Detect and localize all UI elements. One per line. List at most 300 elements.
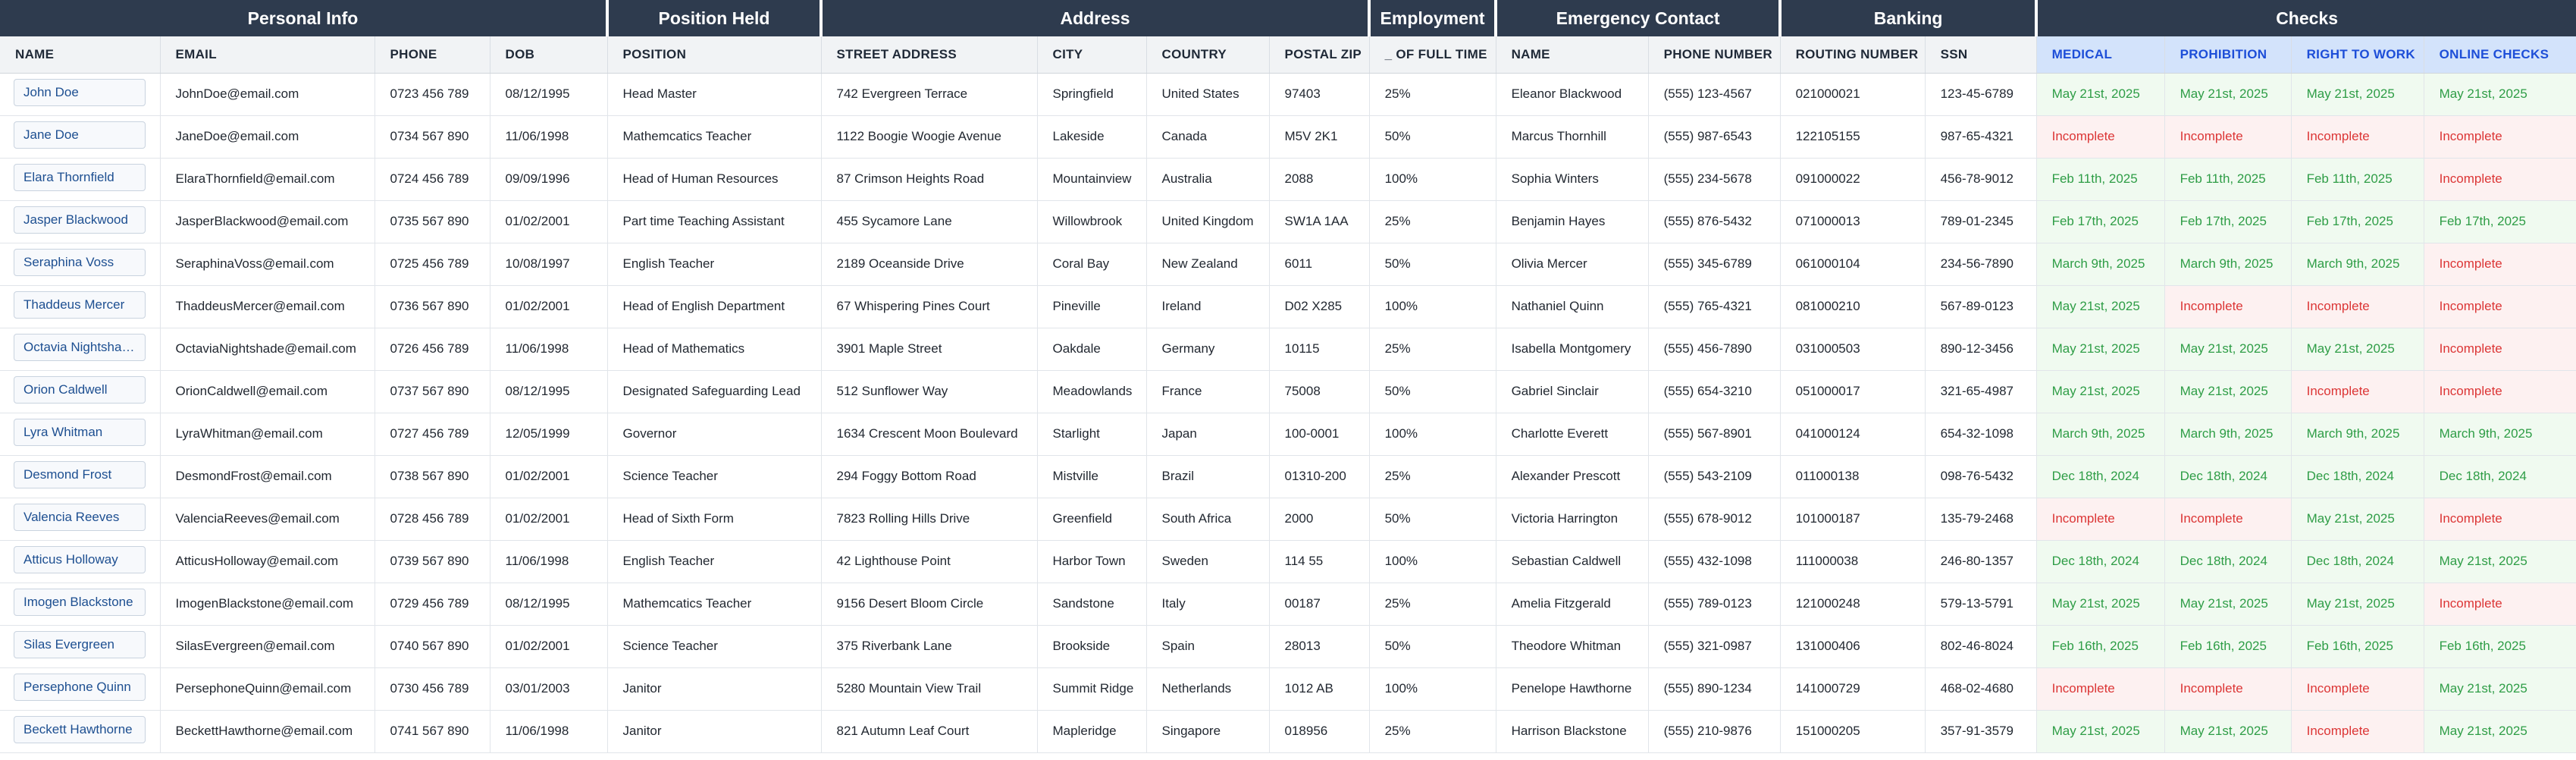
cell-contact-phone: (555) 765-4321: [1648, 285, 1780, 328]
cell-full-time: 100%: [1369, 158, 1496, 200]
cell-position: Governor: [607, 413, 821, 455]
cell-phone: 0738 567 890: [374, 455, 490, 498]
cell-medical: May 21st, 2025: [2036, 583, 2164, 625]
cell-routing-number: 071000013: [1780, 200, 1925, 243]
col-header-street-address[interactable]: STREET ADDRESS: [821, 36, 1037, 73]
cell-name: [0, 73, 160, 115]
cell-phone: 0735 567 890: [374, 200, 490, 243]
cell-ssn: 802-46-8024: [1925, 625, 2036, 667]
employee-name-tag[interactable]: Orion Caldwell: [14, 376, 146, 404]
cell-medical: May 21st, 2025: [2036, 710, 2164, 752]
cell-medical: Feb 17th, 2025: [2036, 200, 2164, 243]
employee-name-tag[interactable]: Atticus Holloway: [14, 546, 146, 573]
cell-routing-number: 061000104: [1780, 243, 1925, 285]
cell-prohibition: Incomplete: [2164, 285, 2291, 328]
group-address: Address: [821, 0, 1369, 36]
cell-position: Mathemcatics Teacher: [607, 583, 821, 625]
cell-country: South Africa: [1146, 498, 1269, 540]
column-header-row: [0, 36, 2576, 73]
cell-full-time: 50%: [1369, 115, 1496, 158]
cell-country: Spain: [1146, 625, 1269, 667]
cell-ssn: 234-56-7890: [1925, 243, 2036, 285]
cell-street: 512 Sunflower Way: [821, 370, 1037, 413]
cell-dob: 11/06/1998: [490, 115, 607, 158]
table-row[interactable]: [0, 455, 2576, 498]
cell-phone: 0730 456 789: [374, 667, 490, 710]
cell-zip: 75008: [1269, 370, 1369, 413]
cell-online-checks: May 21st, 2025: [2424, 667, 2576, 710]
cell-contact-phone: (555) 345-6789: [1648, 243, 1780, 285]
cell-contact-phone: (555) 789-0123: [1648, 583, 1780, 625]
cell-country: United Kingdom: [1146, 200, 1269, 243]
cell-street: 9156 Desert Bloom Circle: [821, 583, 1037, 625]
cell-name: [0, 455, 160, 498]
cell-contact-name: Alexander Prescott: [1496, 455, 1648, 498]
cell-full-time: 25%: [1369, 200, 1496, 243]
cell-medical: Feb 16th, 2025: [2036, 625, 2164, 667]
cell-contact-phone: (555) 567-8901: [1648, 413, 1780, 455]
employee-name-tag[interactable]: Jane Doe: [14, 121, 146, 149]
employee-name-tag[interactable]: Elara Thornfield: [14, 164, 146, 191]
cell-position: Mathemcatics Teacher: [607, 115, 821, 158]
cell-right-to-work: Feb 11th, 2025: [2291, 158, 2424, 200]
table-row[interactable]: [0, 370, 2576, 413]
cell-dob: 01/02/2001: [490, 200, 607, 243]
col-header-medical[interactable]: MEDICAL: [2036, 36, 2164, 73]
cell-online-checks: Feb 17th, 2025: [2424, 200, 2576, 243]
cell-country: New Zealand: [1146, 243, 1269, 285]
cell-email: BeckettHawthorne@email.com: [160, 710, 374, 752]
cell-contact-phone: (555) 234-5678: [1648, 158, 1780, 200]
cell-position: English Teacher: [607, 243, 821, 285]
cell-contact-phone: (555) 654-3210: [1648, 370, 1780, 413]
col-header-city[interactable]: CITY: [1037, 36, 1146, 73]
cell-full-time: 25%: [1369, 710, 1496, 752]
cell-name: [0, 498, 160, 540]
cell-phone: 0736 567 890: [374, 285, 490, 328]
cell-full-time: 25%: [1369, 455, 1496, 498]
employee-name-tag[interactable]: Desmond Frost: [14, 461, 146, 488]
cell-dob: 10/08/1997: [490, 243, 607, 285]
group-position-held: Position Held: [607, 0, 821, 36]
cell-country: United States: [1146, 73, 1269, 115]
cell-dob: 01/02/2001: [490, 498, 607, 540]
cell-street: 821 Autumn Leaf Court: [821, 710, 1037, 752]
col-header-name[interactable]: NAME: [0, 36, 160, 73]
cell-routing-number: 111000038: [1780, 540, 1925, 583]
cell-full-time: 100%: [1369, 285, 1496, 328]
cell-prohibition: March 9th, 2025: [2164, 243, 2291, 285]
cell-position: Science Teacher: [607, 455, 821, 498]
cell-online-checks: Dec 18th, 2024: [2424, 455, 2576, 498]
cell-city: Mountainview: [1037, 158, 1146, 200]
employee-name-tag[interactable]: Lyra Whitman: [14, 419, 146, 446]
cell-right-to-work: Dec 18th, 2024: [2291, 455, 2424, 498]
col-header-ssn[interactable]: SSN: [1925, 36, 2036, 73]
cell-ssn: 890-12-3456: [1925, 328, 2036, 370]
cell-street: 294 Foggy Bottom Road: [821, 455, 1037, 498]
cell-full-time: 25%: [1369, 328, 1496, 370]
cell-dob: 08/12/1995: [490, 370, 607, 413]
employee-name-tag[interactable]: Silas Evergreen: [14, 631, 146, 658]
group-employment: Employment: [1369, 0, 1496, 36]
cell-routing-number: 131000406: [1780, 625, 1925, 667]
col-header-right-to-work[interactable]: RIGHT TO WORK: [2291, 36, 2424, 73]
cell-routing-number: 031000503: [1780, 328, 1925, 370]
cell-prohibition: Incomplete: [2164, 498, 2291, 540]
col-header-position[interactable]: POSITION: [607, 36, 821, 73]
employee-name-tag[interactable]: Octavia Nightshade: [14, 334, 146, 361]
cell-online-checks: Incomplete: [2424, 115, 2576, 158]
cell-email: ValenciaReeves@email.com: [160, 498, 374, 540]
cell-ssn: 135-79-2468: [1925, 498, 2036, 540]
table-row[interactable]: [0, 498, 2576, 540]
cell-full-time: 50%: [1369, 243, 1496, 285]
cell-ssn: 098-76-5432: [1925, 455, 2036, 498]
cell-zip: 10115: [1269, 328, 1369, 370]
cell-routing-number: 141000729: [1780, 667, 1925, 710]
cell-online-checks: Incomplete: [2424, 328, 2576, 370]
col-header-email[interactable]: EMAIL: [160, 36, 374, 73]
cell-medical: Feb 11th, 2025: [2036, 158, 2164, 200]
cell-medical: May 21st, 2025: [2036, 370, 2164, 413]
cell-email: AtticusHolloway@email.com: [160, 540, 374, 583]
cell-phone: 0741 567 890: [374, 710, 490, 752]
cell-name: [0, 328, 160, 370]
cell-email: ThaddeusMercer@email.com: [160, 285, 374, 328]
cell-phone: 0740 567 890: [374, 625, 490, 667]
cell-right-to-work: Incomplete: [2291, 285, 2424, 328]
cell-city: Springfield: [1037, 73, 1146, 115]
cell-online-checks: Incomplete: [2424, 285, 2576, 328]
cell-medical: Incomplete: [2036, 667, 2164, 710]
cell-ssn: 567-89-0123: [1925, 285, 2036, 328]
cell-contact-name: Theodore Whitman: [1496, 625, 1648, 667]
cell-right-to-work: May 21st, 2025: [2291, 498, 2424, 540]
cell-full-time: 50%: [1369, 370, 1496, 413]
employee-name-tag[interactable]: John Doe: [14, 79, 146, 106]
table-row[interactable]: [0, 625, 2576, 667]
cell-full-time: 100%: [1369, 540, 1496, 583]
cell-phone: 0729 456 789: [374, 583, 490, 625]
cell-name: [0, 370, 160, 413]
cell-name: [0, 413, 160, 455]
cell-routing-number: 041000124: [1780, 413, 1925, 455]
cell-contact-name: Benjamin Hayes: [1496, 200, 1648, 243]
employee-name-tag[interactable]: Thaddeus Mercer: [14, 291, 146, 319]
cell-contact-name: Penelope Hawthorne: [1496, 667, 1648, 710]
cell-position: Part time Teaching Assistant: [607, 200, 821, 243]
cell-prohibition: Dec 18th, 2024: [2164, 540, 2291, 583]
cell-contact-name: Sebastian Caldwell: [1496, 540, 1648, 583]
group-checks: Checks: [2036, 0, 2576, 36]
cell-medical: May 21st, 2025: [2036, 285, 2164, 328]
table-row[interactable]: [0, 285, 2576, 328]
cell-contact-phone: (555) 678-9012: [1648, 498, 1780, 540]
cell-zip: 018956: [1269, 710, 1369, 752]
cell-zip: 2000: [1269, 498, 1369, 540]
cell-right-to-work: Incomplete: [2291, 370, 2424, 413]
table-row[interactable]: [0, 243, 2576, 285]
cell-phone: 0724 456 789: [374, 158, 490, 200]
cell-city: Mistville: [1037, 455, 1146, 498]
col-header-country[interactable]: COUNTRY: [1146, 36, 1269, 73]
cell-country: Singapore: [1146, 710, 1269, 752]
cell-prohibition: Incomplete: [2164, 115, 2291, 158]
employee-name-tag[interactable]: Imogen Blackstone: [14, 589, 146, 616]
cell-city: Brookside: [1037, 625, 1146, 667]
cell-routing-number: 091000022: [1780, 158, 1925, 200]
table-row[interactable]: [0, 667, 2576, 710]
table-row[interactable]: [0, 200, 2576, 243]
cell-online-checks: Incomplete: [2424, 498, 2576, 540]
cell-contact-name: Olivia Mercer: [1496, 243, 1648, 285]
cell-name: [0, 710, 160, 752]
col-header-phone[interactable]: PHONE: [374, 36, 490, 73]
cell-dob: 01/02/2001: [490, 625, 607, 667]
cell-city: Lakeside: [1037, 115, 1146, 158]
cell-phone: 0723 456 789: [374, 73, 490, 115]
cell-name: [0, 200, 160, 243]
cell-routing-number: 011000138: [1780, 455, 1925, 498]
col-header-online-checks[interactable]: ONLINE CHECKS: [2424, 36, 2576, 73]
cell-phone: 0728 456 789: [374, 498, 490, 540]
col-header-contact-phone[interactable]: PHONE NUMBER: [1648, 36, 1780, 73]
cell-email: PersephoneQuinn@email.com: [160, 667, 374, 710]
col-header-contact-name[interactable]: NAME: [1496, 36, 1648, 73]
cell-country: Canada: [1146, 115, 1269, 158]
cell-routing-number: 151000205: [1780, 710, 1925, 752]
table-row[interactable]: [0, 583, 2576, 625]
cell-contact-name: Gabriel Sinclair: [1496, 370, 1648, 413]
cell-dob: 11/06/1998: [490, 328, 607, 370]
cell-position: Janitor: [607, 667, 821, 710]
table-row[interactable]: [0, 413, 2576, 455]
cell-contact-phone: (555) 543-2109: [1648, 455, 1780, 498]
cell-position: English Teacher: [607, 540, 821, 583]
cell-name: [0, 158, 160, 200]
cell-online-checks: Incomplete: [2424, 158, 2576, 200]
table-row[interactable]: [0, 73, 2576, 115]
cell-contact-phone: (555) 876-5432: [1648, 200, 1780, 243]
cell-medical: March 9th, 2025: [2036, 243, 2164, 285]
cell-country: Sweden: [1146, 540, 1269, 583]
cell-prohibition: May 21st, 2025: [2164, 73, 2291, 115]
cell-prohibition: Dec 18th, 2024: [2164, 455, 2291, 498]
cell-medical: March 9th, 2025: [2036, 413, 2164, 455]
cell-contact-name: Isabella Montgomery: [1496, 328, 1648, 370]
table-row[interactable]: [0, 115, 2576, 158]
cell-dob: 08/12/1995: [490, 583, 607, 625]
cell-medical: May 21st, 2025: [2036, 73, 2164, 115]
group-header-row: [0, 0, 2576, 36]
cell-full-time: 25%: [1369, 73, 1496, 115]
cell-contact-phone: (555) 432-1098: [1648, 540, 1780, 583]
cell-right-to-work: March 9th, 2025: [2291, 413, 2424, 455]
cell-city: Willowbrook: [1037, 200, 1146, 243]
cell-contact-name: Sophia Winters: [1496, 158, 1648, 200]
cell-email: OrionCaldwell@email.com: [160, 370, 374, 413]
cell-country: Ireland: [1146, 285, 1269, 328]
cell-country: Netherlands: [1146, 667, 1269, 710]
cell-city: Starlight: [1037, 413, 1146, 455]
cell-zip: M5V 2K1: [1269, 115, 1369, 158]
table-row[interactable]: [0, 328, 2576, 370]
cell-street: 375 Riverbank Lane: [821, 625, 1037, 667]
cell-city: Coral Bay: [1037, 243, 1146, 285]
cell-right-to-work: Feb 17th, 2025: [2291, 200, 2424, 243]
cell-prohibition: May 21st, 2025: [2164, 328, 2291, 370]
cell-street: 3901 Maple Street: [821, 328, 1037, 370]
cell-position: Designated Safeguarding Lead: [607, 370, 821, 413]
cell-dob: 08/12/1995: [490, 73, 607, 115]
cell-phone: 0734 567 890: [374, 115, 490, 158]
cell-right-to-work: Dec 18th, 2024: [2291, 540, 2424, 583]
cell-prohibition: May 21st, 2025: [2164, 583, 2291, 625]
cell-zip: 6011: [1269, 243, 1369, 285]
cell-right-to-work: Incomplete: [2291, 115, 2424, 158]
table-row[interactable]: [0, 710, 2576, 752]
cell-country: Italy: [1146, 583, 1269, 625]
cell-routing-number: 121000248: [1780, 583, 1925, 625]
cell-contact-phone: (555) 890-1234: [1648, 667, 1780, 710]
col-header-full-time[interactable]: _ OF FULL TIME: [1369, 36, 1496, 73]
employee-name-tag[interactable]: Jasper Blackwood: [14, 206, 146, 234]
cell-ssn: 246-80-1357: [1925, 540, 2036, 583]
cell-email: ImogenBlackstone@email.com: [160, 583, 374, 625]
cell-contact-name: Charlotte Everett: [1496, 413, 1648, 455]
cell-prohibition: May 21st, 2025: [2164, 710, 2291, 752]
cell-online-checks: Incomplete: [2424, 583, 2576, 625]
cell-ssn: 357-91-3579: [1925, 710, 2036, 752]
cell-routing-number: 101000187: [1780, 498, 1925, 540]
cell-ssn: 456-78-9012: [1925, 158, 2036, 200]
cell-routing-number: 122105155: [1780, 115, 1925, 158]
cell-email: JasperBlackwood@email.com: [160, 200, 374, 243]
cell-street: 455 Sycamore Lane: [821, 200, 1037, 243]
cell-position: Head of English Department: [607, 285, 821, 328]
cell-medical: Incomplete: [2036, 115, 2164, 158]
cell-position: Head of Human Resources: [607, 158, 821, 200]
cell-contact-name: Victoria Harrington: [1496, 498, 1648, 540]
cell-city: Mapleridge: [1037, 710, 1146, 752]
employee-name-tag[interactable]: Persephone Quinn: [14, 674, 146, 701]
cell-routing-number: 051000017: [1780, 370, 1925, 413]
cell-email: LyraWhitman@email.com: [160, 413, 374, 455]
cell-email: SilasEvergreen@email.com: [160, 625, 374, 667]
cell-street: 742 Evergreen Terrace: [821, 73, 1037, 115]
table-row[interactable]: [0, 158, 2576, 200]
cell-phone: 0737 567 890: [374, 370, 490, 413]
cell-dob: 12/05/1999: [490, 413, 607, 455]
cell-prohibition: Feb 16th, 2025: [2164, 625, 2291, 667]
cell-country: Brazil: [1146, 455, 1269, 498]
cell-street: 7823 Rolling Hills Drive: [821, 498, 1037, 540]
cell-position: Science Teacher: [607, 625, 821, 667]
cell-email: OctaviaNightshade@email.com: [160, 328, 374, 370]
cell-full-time: 25%: [1369, 583, 1496, 625]
cell-street: 87 Crimson Heights Road: [821, 158, 1037, 200]
cell-name: [0, 115, 160, 158]
cell-full-time: 50%: [1369, 498, 1496, 540]
cell-city: Pineville: [1037, 285, 1146, 328]
cell-dob: 11/06/1998: [490, 710, 607, 752]
employee-name-tag[interactable]: Seraphina Voss: [14, 249, 146, 276]
cell-contact-phone: (555) 456-7890: [1648, 328, 1780, 370]
cell-zip: 114 55: [1269, 540, 1369, 583]
col-header-routing-number[interactable]: ROUTING NUMBER: [1780, 36, 1925, 73]
employee-name-tag[interactable]: Valencia Reeves: [14, 504, 146, 531]
cell-full-time: 100%: [1369, 667, 1496, 710]
cell-right-to-work: May 21st, 2025: [2291, 583, 2424, 625]
cell-dob: 11/06/1998: [490, 540, 607, 583]
cell-country: Australia: [1146, 158, 1269, 200]
cell-prohibition: Incomplete: [2164, 667, 2291, 710]
cell-prohibition: March 9th, 2025: [2164, 413, 2291, 455]
cell-ssn: 654-32-1098: [1925, 413, 2036, 455]
cell-medical: Dec 18th, 2024: [2036, 455, 2164, 498]
cell-name: [0, 243, 160, 285]
cell-zip: 28013: [1269, 625, 1369, 667]
cell-email: DesmondFrost@email.com: [160, 455, 374, 498]
cell-position: Head of Sixth Form: [607, 498, 821, 540]
cell-contact-phone: (555) 321-0987: [1648, 625, 1780, 667]
cell-online-checks: May 21st, 2025: [2424, 540, 2576, 583]
employee-name-tag[interactable]: Beckett Hawthorne: [14, 716, 146, 743]
cell-ssn: 321-65-4987: [1925, 370, 2036, 413]
cell-prohibition: Feb 17th, 2025: [2164, 200, 2291, 243]
cell-zip: 1012 AB: [1269, 667, 1369, 710]
cell-country: Japan: [1146, 413, 1269, 455]
cell-contact-phone: (555) 987-6543: [1648, 115, 1780, 158]
cell-zip: 97403: [1269, 73, 1369, 115]
cell-contact-phone: (555) 123-4567: [1648, 73, 1780, 115]
cell-medical: Dec 18th, 2024: [2036, 540, 2164, 583]
cell-position: Janitor: [607, 710, 821, 752]
cell-full-time: 50%: [1369, 625, 1496, 667]
cell-city: Meadowlands: [1037, 370, 1146, 413]
cell-email: JohnDoe@email.com: [160, 73, 374, 115]
cell-name: [0, 583, 160, 625]
cell-phone: 0739 567 890: [374, 540, 490, 583]
col-header-dob[interactable]: DOB: [490, 36, 607, 73]
table-row[interactable]: [0, 540, 2576, 583]
cell-city: Oakdale: [1037, 328, 1146, 370]
cell-right-to-work: March 9th, 2025: [2291, 243, 2424, 285]
cell-zip: 01310-200: [1269, 455, 1369, 498]
col-header-prohibition[interactable]: PROHIBITION: [2164, 36, 2291, 73]
cell-contact-name: Eleanor Blackwood: [1496, 73, 1648, 115]
cell-zip: 100-0001: [1269, 413, 1369, 455]
cell-online-checks: March 9th, 2025: [2424, 413, 2576, 455]
cell-ssn: 468-02-4680: [1925, 667, 2036, 710]
cell-ssn: 789-01-2345: [1925, 200, 2036, 243]
cell-zip: 00187: [1269, 583, 1369, 625]
cell-city: Sandstone: [1037, 583, 1146, 625]
group-emergency-contact: Emergency Contact: [1496, 0, 1780, 36]
cell-phone: 0727 456 789: [374, 413, 490, 455]
col-header-postal-zip[interactable]: POSTAL ZIP: [1269, 36, 1369, 73]
cell-contact-name: Marcus Thornhill: [1496, 115, 1648, 158]
cell-ssn: 987-65-4321: [1925, 115, 2036, 158]
cell-zip: SW1A 1AA: [1269, 200, 1369, 243]
cell-online-checks: Incomplete: [2424, 370, 2576, 413]
group-banking: Banking: [1780, 0, 2036, 36]
cell-position: Head Master: [607, 73, 821, 115]
cell-contact-name: Amelia Fitzgerald: [1496, 583, 1648, 625]
cell-street: 67 Whispering Pines Court: [821, 285, 1037, 328]
cell-street: 2189 Oceanside Drive: [821, 243, 1037, 285]
